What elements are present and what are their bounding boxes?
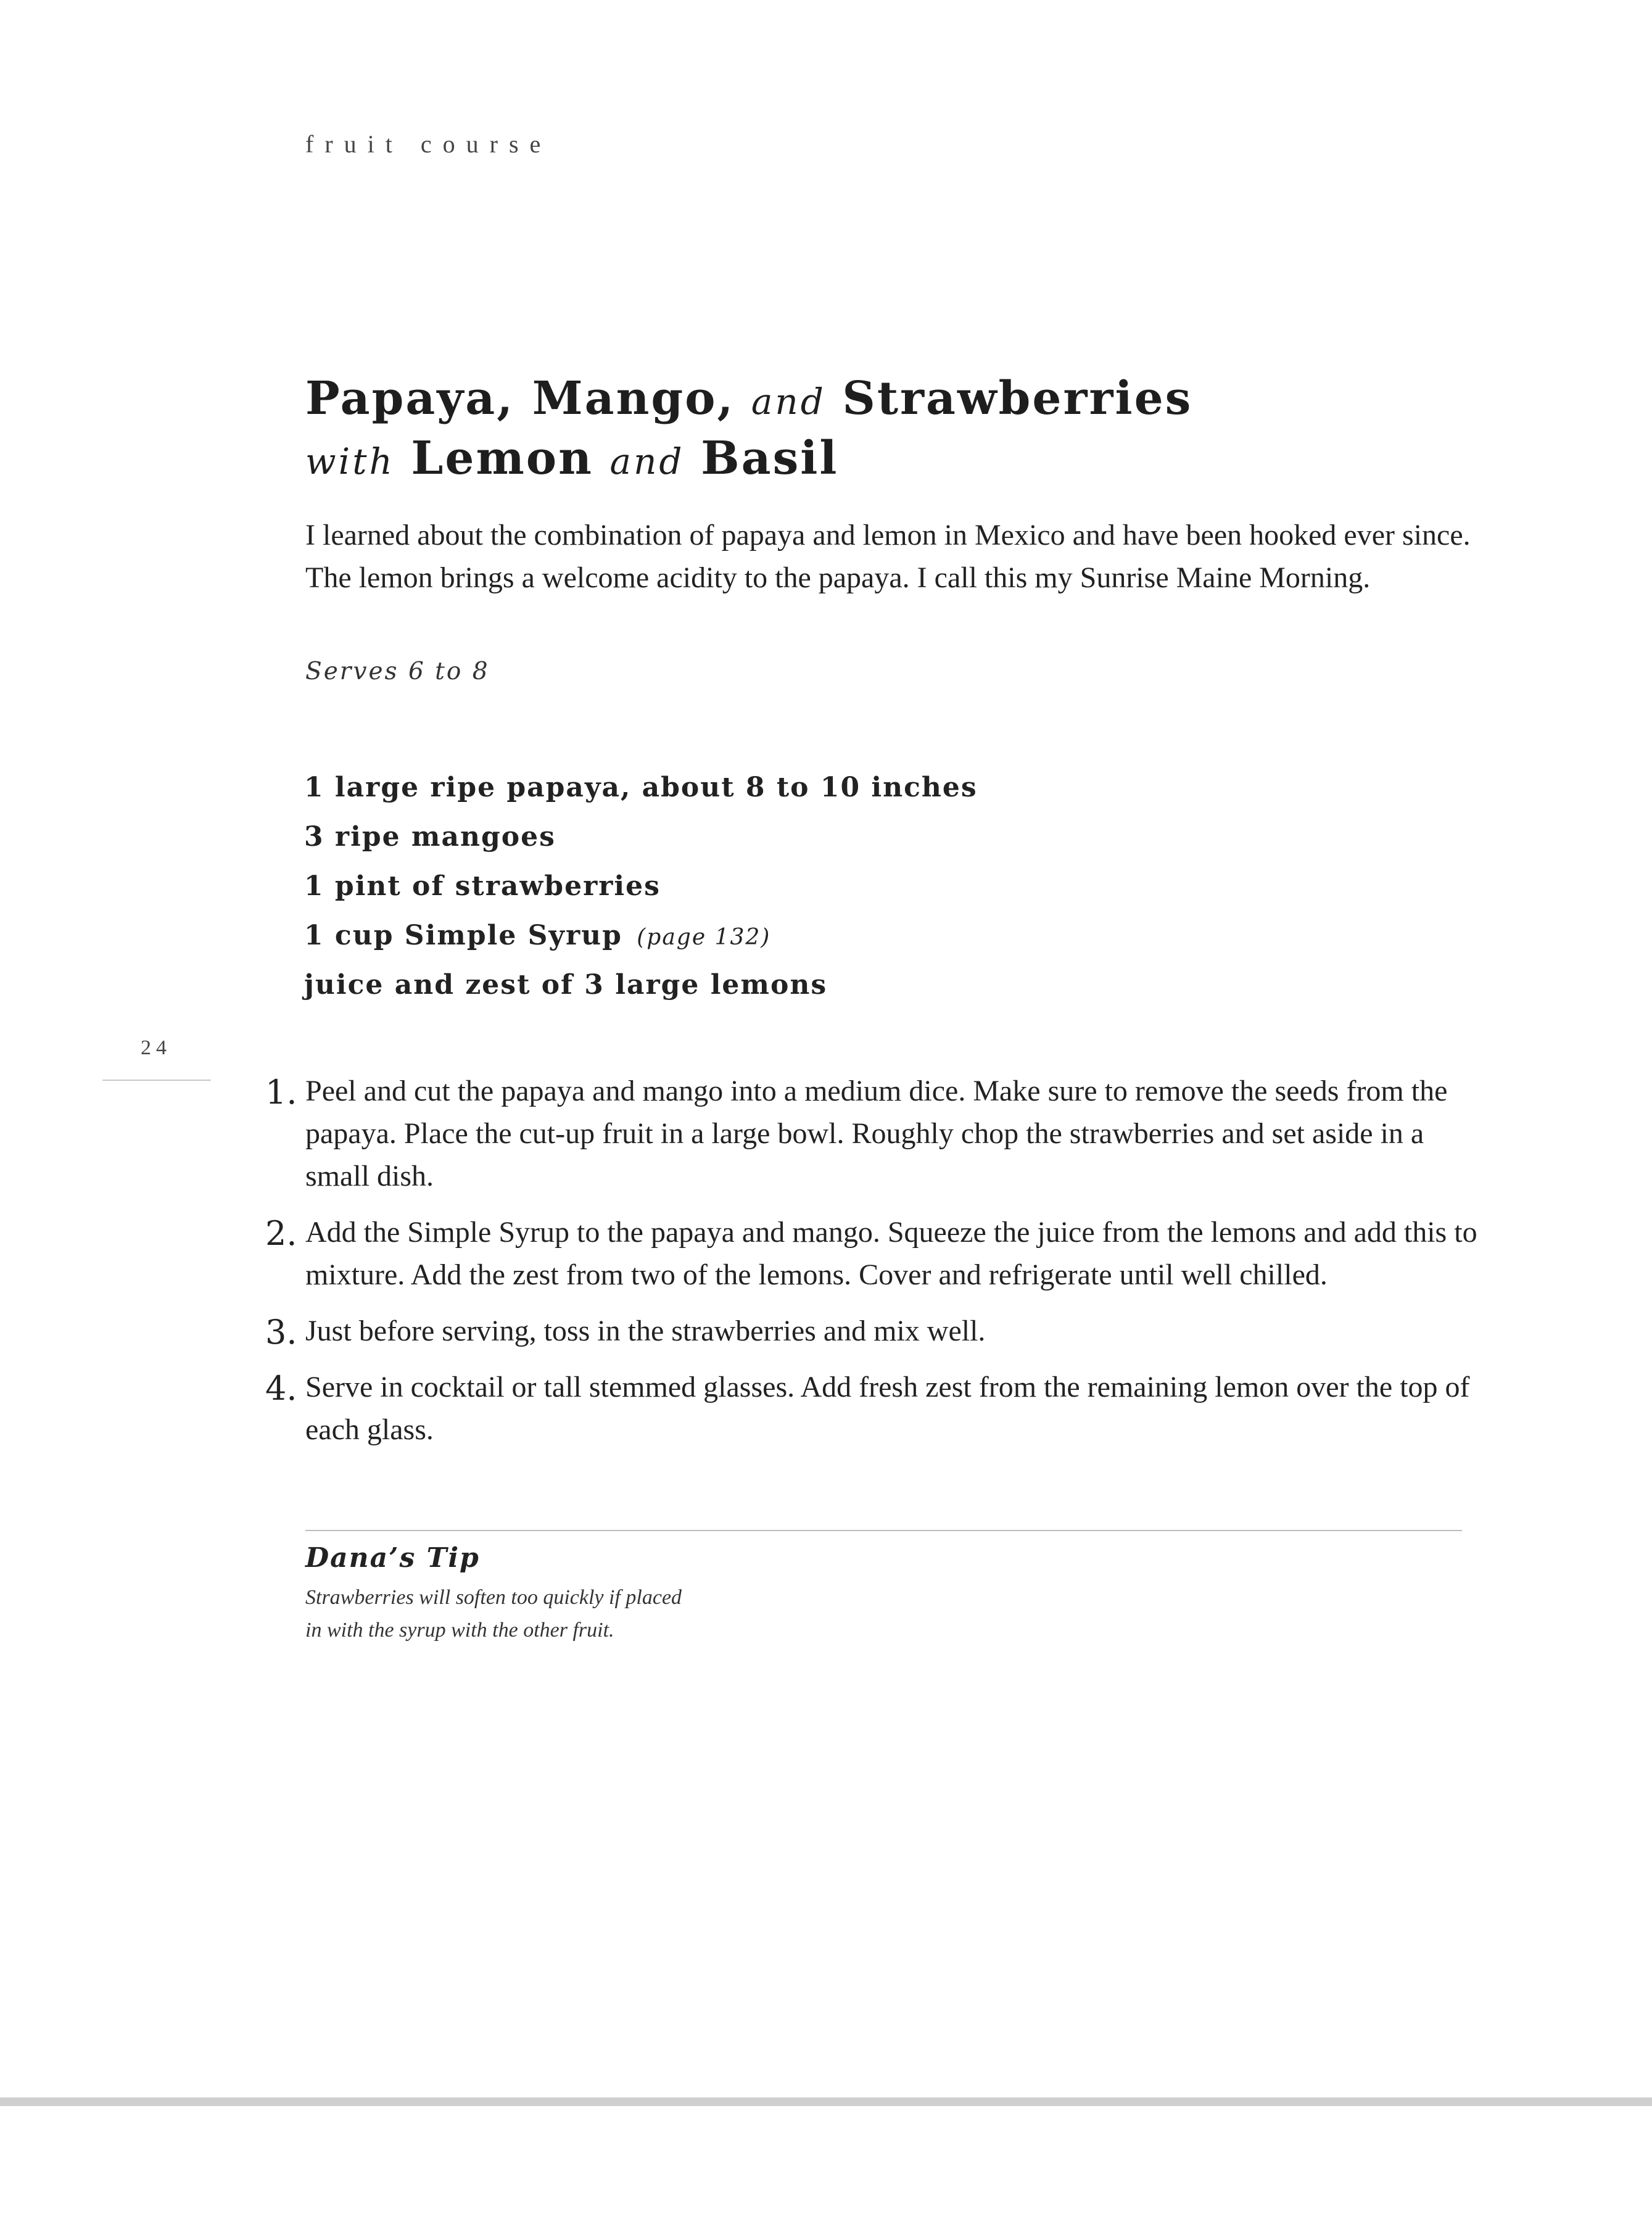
step-item [265, 1366, 1487, 1451]
title-connector-and: and [751, 381, 826, 423]
tip-line: in with the syrup with the other fruit. [305, 1619, 614, 1642]
tip-line: Strawberries will soften too quickly if placed [305, 1586, 682, 1609]
step-number: 2. [265, 1214, 297, 1253]
step-item [265, 1070, 1487, 1197]
title-part-strawberries: Strawberries [842, 372, 1193, 425]
step-text: Serve in cocktail or tall stemmed glasses. Add fresh zest from the remaining lemon over the top of each glass. [305, 1371, 1470, 1446]
ingredient-text: 3 ripe mangoes [304, 821, 556, 853]
title-part-basil: Basil [701, 432, 839, 485]
section-label: fruit course [305, 130, 552, 158]
tip-title: Dana’s Tip [305, 1542, 480, 1574]
ingredient-list [304, 768, 978, 1015]
step-item [265, 1310, 1487, 1352]
step-number: 1. [265, 1073, 297, 1112]
ingredient-item [304, 867, 978, 916]
page-reference: (page 132) [637, 925, 771, 950]
tip-divider [305, 1530, 1462, 1531]
ingredient-item [304, 817, 978, 867]
step-number: 4. [265, 1369, 297, 1408]
page-number: 24 [141, 1036, 171, 1059]
step-text: Just before serving, toss in the strawberries and mix well. [305, 1315, 986, 1347]
ingredient-text: 1 cup Simple Syrup [304, 920, 622, 951]
step-text: Peel and cut the papaya and mango into a medium dice. Make sure to remove the seeds from the papaya. Place the cut-up fruit in a large bowl. Roughly chop the strawberries and set aside in a small dish. [305, 1075, 1448, 1192]
recipe-title [305, 370, 1477, 490]
page-bottom-edge [0, 2097, 1652, 2106]
title-connector-and-2: and [609, 440, 685, 482]
page-number-divider [102, 1080, 211, 1081]
step-text: Add the Simple Syrup to the papaya and mango. Squeeze the juice from the lemons and add this to mixture. Add the zest from two of the lemons. Cover and refrigerate until well chilled. [305, 1216, 1477, 1291]
title-part-lemon: Lemon [411, 432, 593, 485]
step-number: 3. [265, 1313, 297, 1352]
title-prefix-with: with [305, 440, 395, 482]
ingredient-text: 1 pint of strawberries [304, 870, 661, 902]
tip-body [305, 1581, 799, 1646]
serves-count: Serves 6 to 8 [305, 658, 490, 685]
ingredient-text: juice and zest of 3 large lemons [304, 969, 828, 1001]
ingredient-item [304, 916, 978, 965]
recipe-intro: I learned about the combination of papaya and lemon in Mexico and have been hooked ever since. The lemon brings a welcome acidity to the papaya. I call this my Sunrise Maine Morning. [305, 519, 1471, 594]
ingredient-item [304, 768, 978, 817]
method-steps [265, 1070, 1487, 1465]
ingredient-text: 1 large ripe papaya, about 8 to 10 inches [304, 772, 978, 803]
title-part-papaya-mango: Papaya, Mango, [305, 372, 735, 425]
ingredient-item [304, 965, 978, 1015]
step-item [265, 1211, 1487, 1296]
below-page-area [0, 2106, 1652, 2235]
